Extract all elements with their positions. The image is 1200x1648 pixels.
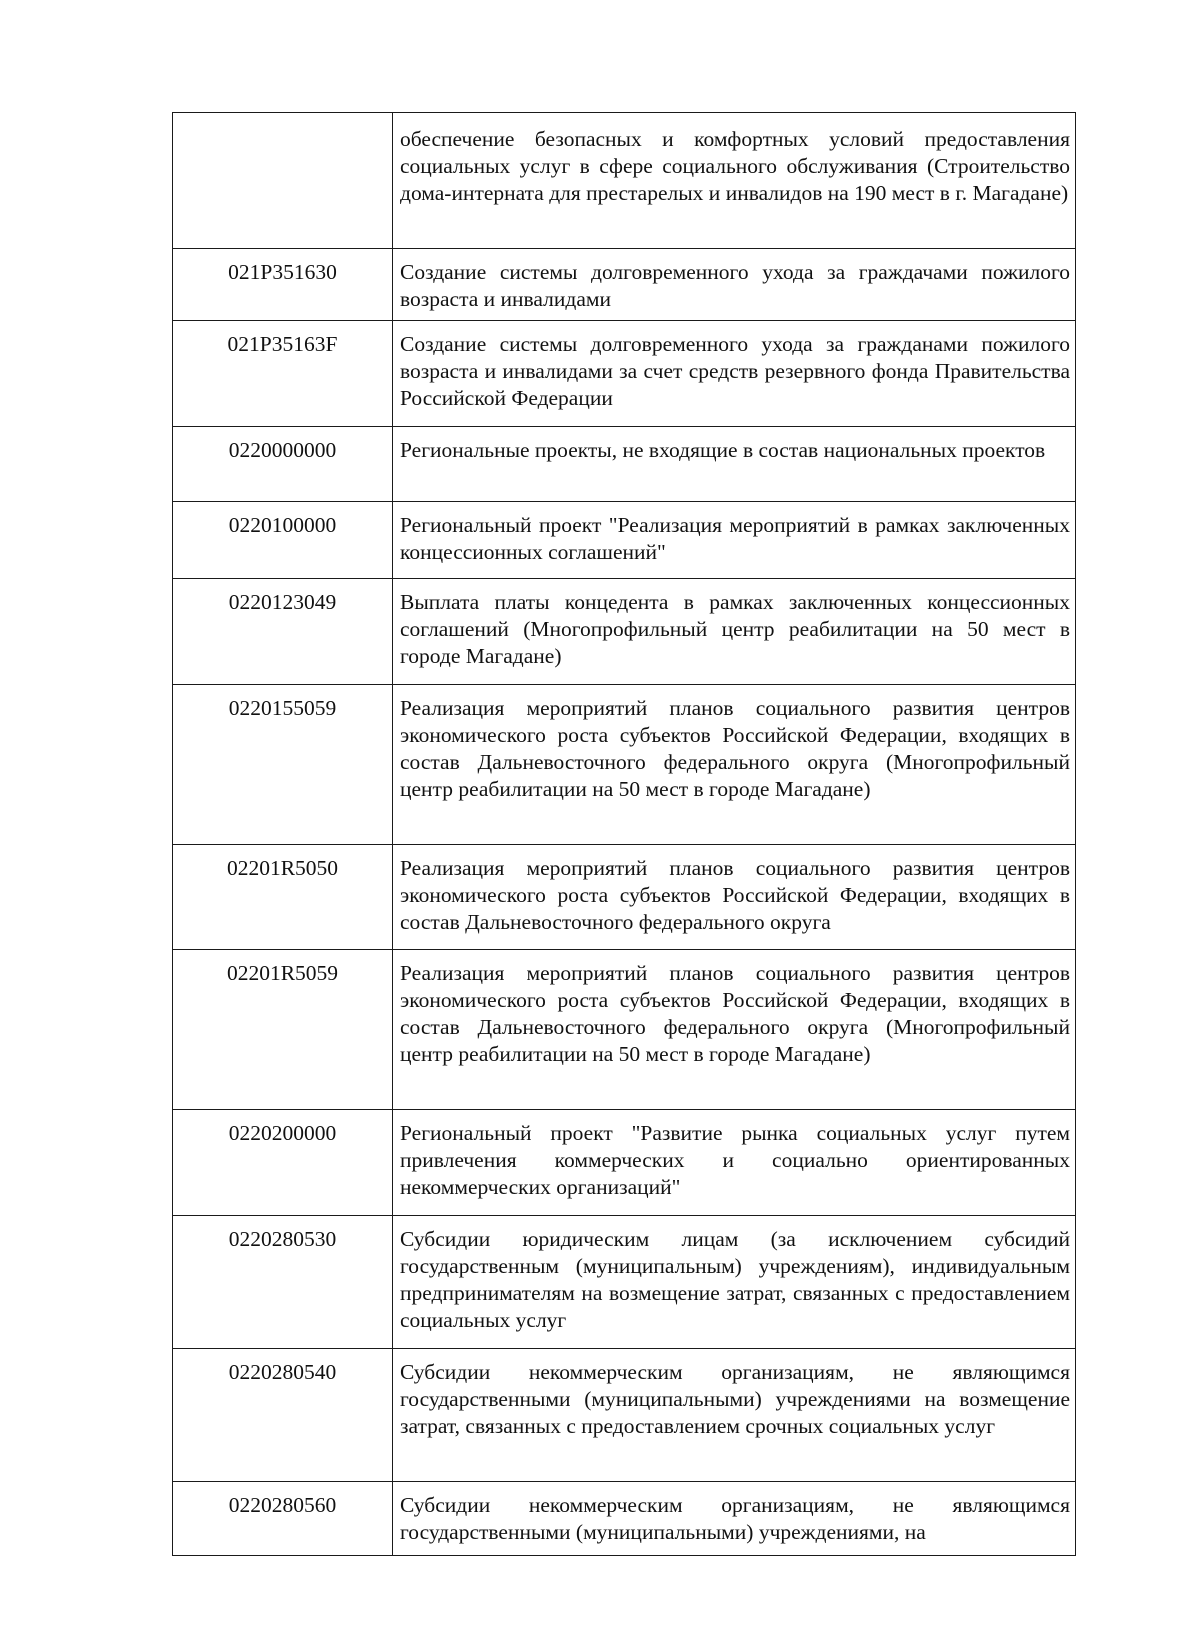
row-description: Реализация мероприятий планов социального развития центров экономического роста субъектов Российской Федерации, входящих в состав Дальневосточного федерального округа bbox=[393, 845, 1076, 950]
row-code: 02201R5059 bbox=[173, 950, 393, 1110]
row-code: 0220123049 bbox=[173, 579, 393, 685]
row-description: Реализация мероприятий планов социального развития центров экономического роста субъектов Российской Федерации, входящих в состав Дальневосточного федерального округа (Многопрофильный центр реабилитации на 50 мест в городе Магадане) bbox=[393, 950, 1076, 1110]
row-code: 0220280540 bbox=[173, 1349, 393, 1482]
table-row bbox=[173, 1110, 1076, 1216]
row-description: Субсидии некоммерческим организациям, не являющимся государственными (муниципальными) учреждениями, на bbox=[393, 1482, 1076, 1556]
table-row bbox=[173, 1482, 1076, 1556]
table-row bbox=[173, 1349, 1076, 1482]
row-code: 021P35163F bbox=[173, 321, 393, 427]
table-row bbox=[173, 502, 1076, 579]
row-code: 0220155059 bbox=[173, 685, 393, 845]
table-row bbox=[173, 579, 1076, 685]
row-description: обеспечение безопасных и комфортных условий предоставления социальных услуг в сфере социального обслуживания (Строительство дома-интерната для престарелых и инвалидов на 190 мест в г. Магадане) bbox=[393, 113, 1076, 249]
table-row bbox=[173, 685, 1076, 845]
row-code: 0220280530 bbox=[173, 1216, 393, 1349]
row-code: 0220100000 bbox=[173, 502, 393, 579]
row-description: Региональный проект "Развитие рынка социальных услуг путем привлечения коммерческих и социально ориентированных некоммерческих организаций" bbox=[393, 1110, 1076, 1216]
row-description: Региональные проекты, не входящие в состав национальных проектов bbox=[393, 427, 1076, 502]
row-description: Реализация мероприятий планов социального развития центров экономического роста субъектов Российской Федерации, входящих в состав Дальневосточного федерального округа (Многопрофильный центр реабилитации на 50 мест в городе Магадане) bbox=[393, 685, 1076, 845]
row-description: Субсидии юридическим лицам (за исключением субсидий государственным (муниципальным) учреждениям), индивидуальным предпринимателям на возмещение затрат, связанных с предоставлением социальных услуг bbox=[393, 1216, 1076, 1349]
table-row bbox=[173, 113, 1076, 249]
table-row bbox=[173, 950, 1076, 1110]
row-description: Выплата платы концедента в рамках заключенных концессионных соглашений (Многопрофильный центр реабилитации на 50 мест в городе Магадане) bbox=[393, 579, 1076, 685]
row-description: Создание системы долговременного ухода за граждачами пожилого возраста и инвалидами bbox=[393, 249, 1076, 321]
table-row bbox=[173, 427, 1076, 502]
row-description: Субсидии некоммерческим организациям, не являющимся государственными (муниципальными) учреждениями на возмещение затрат, связанных с предоставлением срочных социальных услуг bbox=[393, 1349, 1076, 1482]
row-code: 0220280560 bbox=[173, 1482, 393, 1556]
row-code: 021P351630 bbox=[173, 249, 393, 321]
table-row bbox=[173, 321, 1076, 427]
table-row bbox=[173, 1216, 1076, 1349]
row-code: 0220200000 bbox=[173, 1110, 393, 1216]
budget-classification-table bbox=[172, 112, 1076, 1556]
table-row bbox=[173, 845, 1076, 950]
row-code: 0220000000 bbox=[173, 427, 393, 502]
row-description: Региональный проект "Реализация мероприятий в рамках заключенных концессионных соглашений" bbox=[393, 502, 1076, 579]
row-code bbox=[173, 113, 393, 249]
row-description: Создание системы долговременного ухода за гражданами пожилого возраста и инвалидами за счет средств резервного фонда Правительства Российской Федерации bbox=[393, 321, 1076, 427]
row-code: 02201R5050 bbox=[173, 845, 393, 950]
table-row bbox=[173, 249, 1076, 321]
